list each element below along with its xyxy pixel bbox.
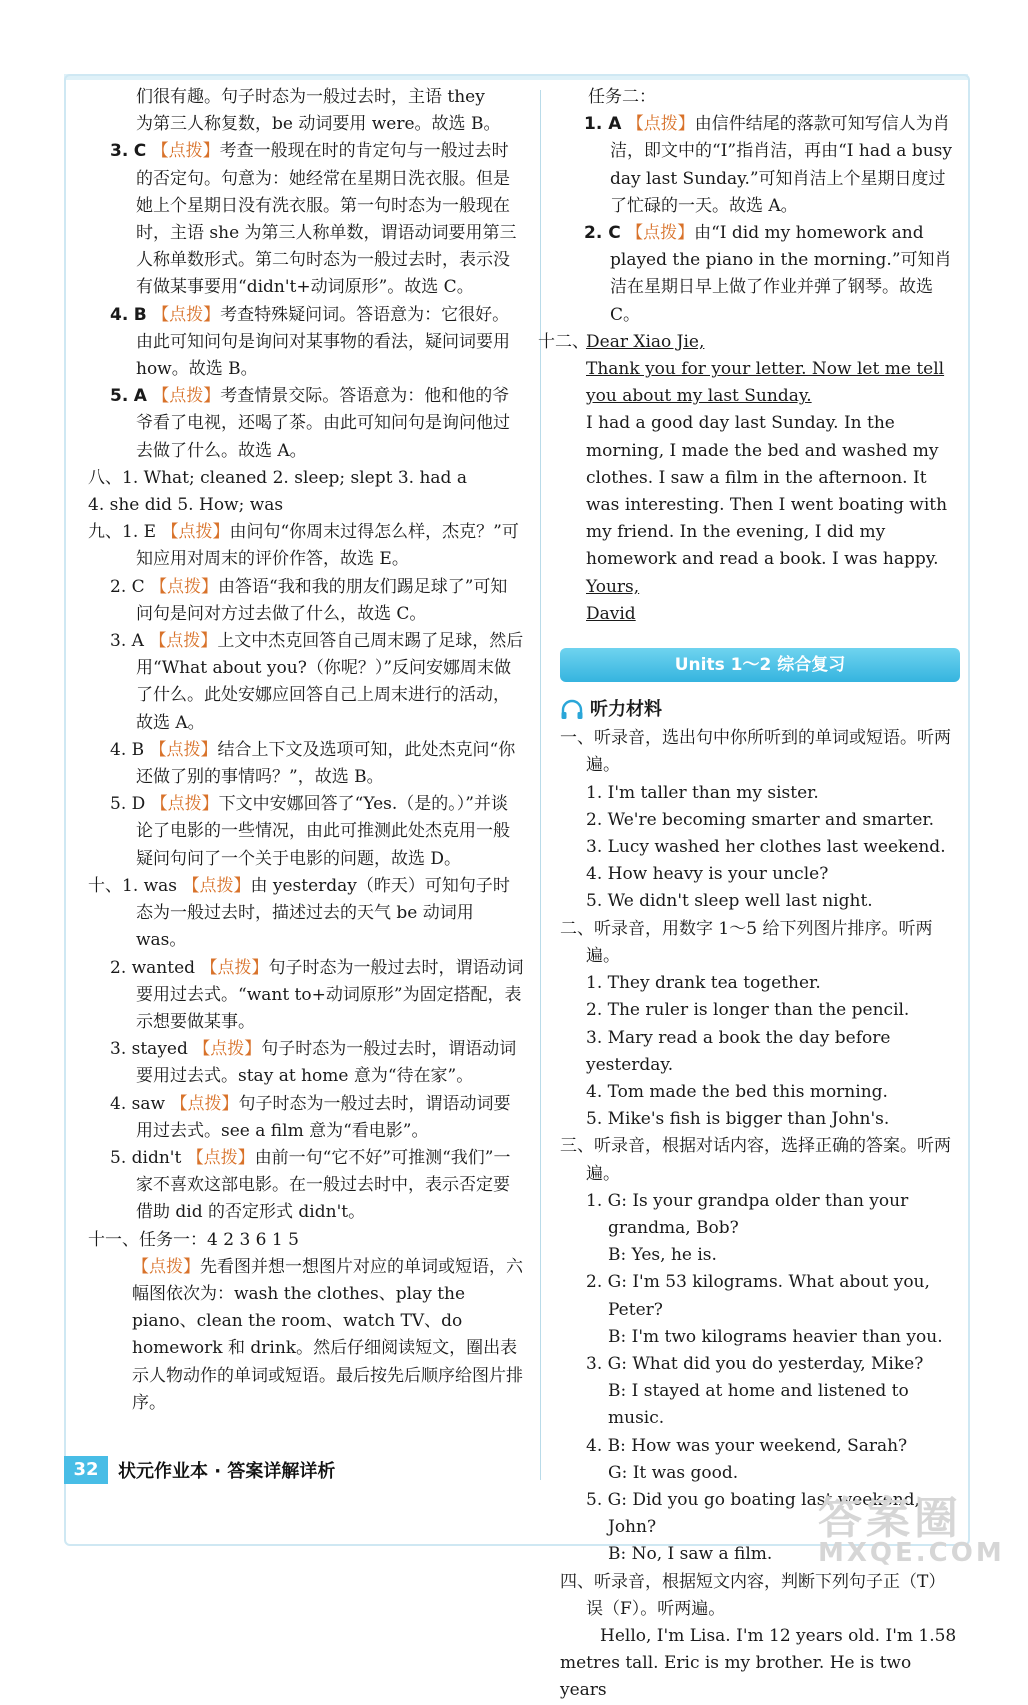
section-8-line: 八、1. What; cleaned 2. sleep; slept 3. had a [88,467,467,488]
dialogue-line: B: I'm two kilograms heavier than you. [608,1326,943,1347]
list-item: 3. Lucy washed her clothes last weekend. [586,837,946,858]
book-title: 状元作业本 · 答案详解详析 [118,1461,336,1482]
q2-list [560,970,960,1133]
question-heading: 三、听录音，根据对话内容，选择正确的答案。听两遍。 [560,1136,951,1184]
section-11-lead: 十一、任务一：4 2 3 6 1 5 [88,1229,299,1250]
dialogue-line: 1. G: Is your grandpa older than your grandma, Bob? [586,1190,909,1238]
answer-item: 十、1. was 【点拨】由 yesterday（昨天）可知句子时态为一般过去时，描述过去的天气 be 动词用 was。 [88,875,510,951]
tip-tag: 【点拨】 [170,1093,239,1114]
answer-item: 4. saw 【点拨】句子时态为一般过去时，谓语动词要用过去式。see a film 意为“看电影”。 [110,1093,511,1141]
page-number: 32 [64,1456,108,1484]
text-line: 为第三人称复数，be 动词要用 were。故选 B。 [136,114,501,135]
watermark-small: MXQE.COM [818,1538,1005,1568]
answer-item: 5. D 【点拨】下文中安娜回答了“Yes.（是的。）”并谈论了电影的一些情况，由此可推测此处杰克用一般疑问句问了一个关于电影的问题，故选 D。 [110,794,510,869]
dialogue-line: G: It was good. [608,1462,739,1483]
section-12-prefix: 十二、 [538,331,589,352]
list-item: 5. We didn't sleep well last night. [586,891,873,912]
list-item: 2. We're becoming smarter and smarter. [586,809,935,830]
tip-tag: 【点拨】 [626,223,695,244]
list-item: 5. Mike's fish is bigger than John's. [586,1109,890,1130]
tip-tag: 【点拨】 [150,576,219,597]
letter-signature: David [586,603,636,624]
dialogue-line: 5. G: Did you go boating last weekend, John? [586,1489,920,1538]
listening-title: 听力材料 [590,699,662,721]
headphones-icon [560,699,584,721]
question-heading: 二、听录音，用数字 1～5 给下列图片排序。听两遍。 [560,918,933,966]
text-line: 们很有趣。句子时态为一般过去时，主语 they [136,87,485,107]
answer-item: 4. B 【点拨】考查特殊疑问词。答语意为：它很好。由此可知问句是询问对某事物的看法，疑问词要用 how。故选 B。 [110,304,510,380]
q1-list [560,780,960,916]
right-column [538,84,960,1705]
question-heading: 一、听录音，选出句中你所听到的单词或短语。听两遍。 [560,728,951,776]
tip-tag: 【点拨】 [132,1256,200,1277]
dialogue-line: 3. G: What did you do yesterday, Mike? [586,1353,924,1374]
answer-item: 1. A 【点拨】由信件结尾的落款可知写信人为肖洁，即文中的“I”指肖洁，再由“I had a busy day last Sunday.”可知肖洁上个星期日度过了忙碌的一天。故选 A。 [584,114,952,216]
answer-item: 5. A 【点拨】考查情景交际。答语意为：他和他的爷爷看了电视，还喝了茶。由此可知问句是询问他过去做了什么。故选 A。 [110,386,510,461]
tip-tag: 【点拨】 [149,631,218,652]
watermark-big: 答案圈 [818,1493,962,1544]
tip-tag: 【点拨】 [152,304,221,325]
question-heading: 四、听录音，根据短文内容，判断下列句子正（T）误（F）。听两遍。 [560,1571,946,1619]
watermark [818,1482,1005,1568]
tip-tag: 【点拨】 [161,522,230,543]
tip-tag: 【点拨】 [626,114,695,135]
tip-tag: 【点拨】 [149,739,218,760]
list-item: 1. They drank tea together. [586,973,821,994]
dialogue-line: 4. B: How was your weekend, Sarah? [586,1435,908,1456]
list-item: 1. I'm taller than my sister. [586,782,819,803]
letter-closing: Yours, [586,576,640,597]
list-item: 4. How heavy is your uncle? [586,864,829,885]
answer-item: 九、1. E 【点拨】由问句“你周末过得怎么样，杰克？”可知应用对周末的评价作答，故选 E。 [88,522,519,570]
list-item: 4. Tom made the bed this morning. [586,1081,888,1102]
tip-tag: 【点拨】 [182,875,251,896]
answer-item: 5. didn't 【点拨】由前一句“它不好”可推测“我们”一家不喜欢这部电影。在一般过去时中，表示否定要借助 did 的否定形式 didn't。 [110,1147,511,1223]
left-column [88,84,524,1417]
tip-tag: 【点拨】 [152,386,221,407]
answer-item: 3. C 【点拨】考查一般现在时的肯定句与一般过去时的否定句。句意为：她经常在星期日洗衣服。但是她上个星期日没有洗衣服。第一句时态为一般现在时，主语 she 为第三人称单数，谓语动词要用第三人称单数形式。第二句时态为一般过去时，表示没有做某事要用“didn't+动词原形”。故选 C。 [110,141,517,298]
letter-body: I had a good day last Sunday. In the morning, I made the bed and washed my clothes. I saw a film in the afternoon. It was interesting. Then I went boating with my friend. In the evening, I did my homework and read a book. I was happy. [586,413,948,570]
letter-greeting: Dear Xiao Jie, [586,331,705,352]
page-footer [64,1456,335,1484]
tip-tag: 【点拨】 [150,794,219,815]
section-11-text: 【点拨】先看图并想一想图片对应的单词或短语，六幅图依次为：wash the clothes、play the piano、clean the room、watch TV、do homework 和 drink。然后仔细阅读短文，圈出表示人物动作的单词或短语。最后按先后顺序给图片排序。 [132,1256,523,1413]
section-8-line: 4. she did 5. How; was [88,495,284,516]
answer-item: 3. stayed 【点拨】句子时态为一般过去时，谓语动词要用过去式。stay at home 意为“待在家”。 [110,1039,517,1087]
list-item: 2. The ruler is longer than the pencil. [586,1000,910,1021]
answer-item: 2. C 【点拨】由“I did my homework and played the piano in the morning.”可知肖洁在星期日早上做了作业并弹了钢琴。故选 C。 [584,223,952,325]
list-item: 3. Mary read a book the day before yesterday. [586,1027,891,1075]
tip-tag: 【点拨】 [193,1039,262,1060]
answer-item: 4. B 【点拨】结合上下文及选项可知，此处杰克问“你还做了别的事情吗？”，故选 B。 [110,739,516,788]
task-2-heading: 任务二： [588,87,656,107]
letter [538,329,960,628]
dialogue-line: 2. G: I'm 53 kilograms. What about you, Peter? [586,1272,930,1320]
tip-tag: 【点拨】 [186,1147,255,1168]
dialogue-line: B: No, I saw a film. [608,1544,773,1565]
column-divider [540,90,541,1480]
tip-tag: 【点拨】 [151,141,220,162]
dialogue-line: B: I stayed at home and listened to music. [608,1381,909,1429]
dialogue-line: B: Yes, he is. [608,1245,717,1266]
letter-opening: Thank you for your letter. Now let me tell you about my last Sunday. [586,359,945,407]
unit-review-banner: Units 1～2 综合复习 [560,648,960,682]
passage-text: Hello, I'm Lisa. I'm 12 years old. I'm 1.58 metres tall. Eric is my brother. He is two years [560,1625,957,1701]
listening-heading [560,696,960,723]
answer-item: 2. wanted 【点拨】句子时态为一般过去时，谓语动词要用过去式。“want to+动词原形”为固定搭配，表示想要做某事。 [110,957,524,1032]
answer-item: 2. C 【点拨】由答语“我和我的朋友们踢足球了”可知问句是问对方过去做了什么，故选 C。 [110,576,508,624]
answer-item: 3. A 【点拨】上文中杰克回答自己周末踢了足球，然后用“What about you?（你呢？）”反问安娜周末做了什么。此处安娜应回答自己上周末进行的活动，故选 A。 [110,631,524,733]
tip-tag: 【点拨】 [200,957,269,978]
